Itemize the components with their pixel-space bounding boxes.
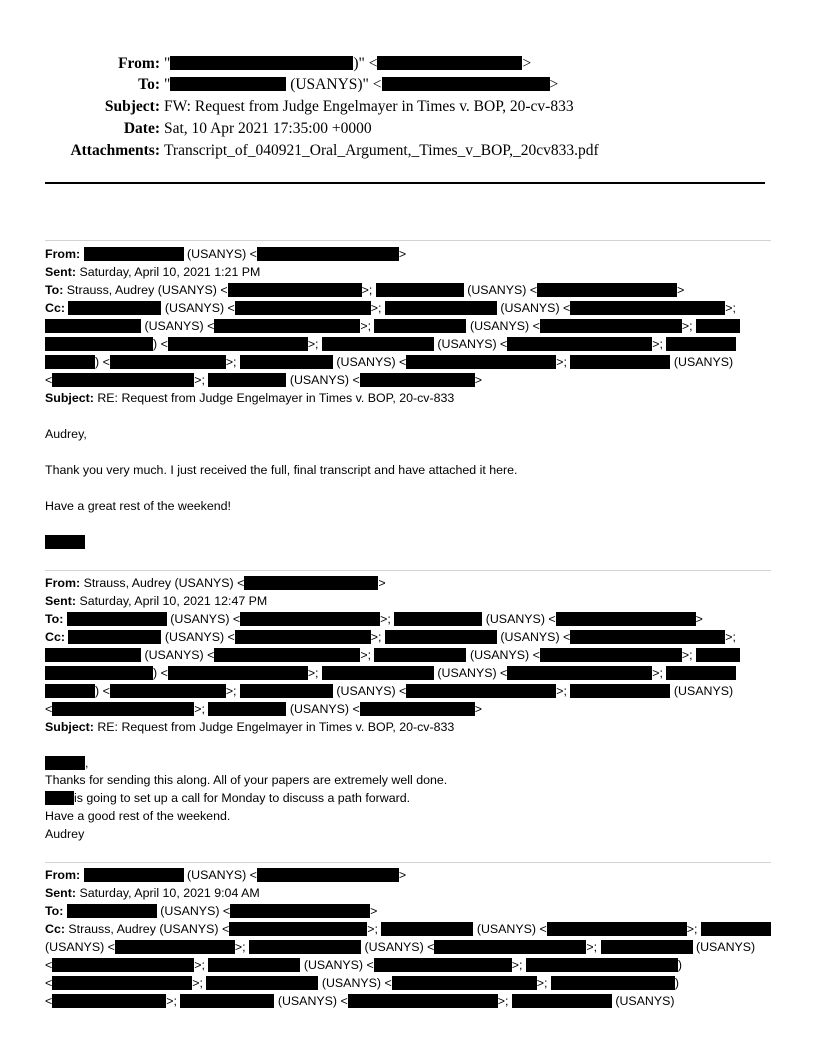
redaction — [240, 684, 333, 698]
redaction — [537, 283, 677, 297]
msg2-cc-cont: ) < >; (USANYS) < >; (USANYS) — [45, 682, 733, 700]
redaction — [67, 904, 157, 918]
redaction — [84, 868, 184, 882]
msg2-line3: Have a good rest of the weekend. — [45, 809, 231, 823]
redaction — [385, 630, 497, 644]
to-label: To: — [138, 76, 160, 93]
redaction — [206, 976, 318, 990]
redaction — [434, 940, 586, 954]
message-separator — [45, 862, 771, 863]
redaction — [214, 648, 360, 662]
redaction — [570, 630, 725, 644]
redaction — [110, 684, 226, 698]
redaction — [249, 940, 361, 954]
redaction — [45, 355, 95, 369]
redaction — [68, 630, 161, 644]
msg1-body: Thank you very much. I just received the full, final transcript and have attached it here. — [45, 463, 518, 477]
attachment-link[interactable]: Transcript_of_040921_Oral_Argument,_Times_v_BOP,_20cv833.pdf — [164, 142, 599, 159]
msg2-to: To: (USANYS) < >; (USANYS) < > — [45, 612, 703, 626]
attachments-label: Attachments: — [70, 142, 160, 159]
msg3-to: To: (USANYS) < > — [45, 904, 378, 918]
redaction — [84, 247, 184, 261]
msg2-subject: Subject: RE: Request from Judge Engelmayer in Times v. BOP, 20-cv-833 — [45, 720, 455, 734]
redaction — [240, 612, 380, 626]
redaction — [214, 319, 360, 333]
msg2-from: From: Strauss, Audrey (USANYS) < > — [45, 576, 386, 590]
redaction — [45, 337, 153, 351]
msg1-cc-cont: < >; (USANYS) < > — [45, 373, 482, 387]
msg2-greeting: , — [45, 754, 88, 772]
subject-label: Subject: — [104, 98, 160, 115]
redaction — [381, 922, 473, 936]
redaction — [374, 319, 466, 333]
redaction — [110, 355, 226, 369]
redaction — [208, 958, 300, 972]
redaction — [235, 630, 371, 644]
redaction — [392, 976, 537, 990]
redaction — [507, 337, 652, 351]
redaction — [115, 940, 235, 954]
redaction — [570, 301, 725, 315]
msg3-sent: Sent: Saturday, April 10, 2021 9:04 AM — [45, 886, 260, 900]
redaction — [45, 648, 141, 662]
msg1-from: From: (USANYS) < > — [45, 247, 407, 261]
redaction — [208, 702, 286, 716]
redaction — [666, 337, 736, 351]
message-separator — [45, 570, 771, 571]
msg1-cc-cont: ) < >; (USANYS) < >; — [45, 335, 736, 353]
redaction — [230, 904, 370, 918]
redaction — [382, 77, 550, 91]
redaction — [512, 994, 612, 1008]
redaction — [376, 283, 464, 297]
redaction — [570, 355, 670, 369]
msg1-greeting: Audrey, — [45, 427, 87, 441]
redaction — [601, 940, 693, 954]
msg1-cc-cont: ) < >; (USANYS) < >; (USANYS) — [45, 353, 733, 371]
msg1-to: To: Strauss, Audrey (USANYS) < >; (USANYS) < > — [45, 283, 685, 297]
redaction — [394, 612, 482, 626]
redaction — [556, 612, 696, 626]
from-label: From: — [118, 55, 160, 72]
redaction — [52, 976, 192, 990]
redaction — [696, 319, 740, 333]
redaction — [52, 994, 166, 1008]
redaction — [547, 922, 687, 936]
to-value: " (USANYS)" < > — [164, 76, 559, 93]
msg3-cc-cont: < >; (USANYS) < >; ) — [45, 976, 680, 990]
redaction — [406, 684, 556, 698]
msg1-cc-cont: (USANYS) < >; (USANYS) < >; — [45, 317, 740, 335]
redaction — [322, 666, 434, 680]
redaction — [257, 247, 399, 261]
redaction — [68, 301, 161, 315]
msg3-cc: Cc: Strauss, Audrey (USANYS) < >; (USANYS) < >; — [45, 920, 771, 938]
msg2-signature: Audrey — [45, 827, 85, 841]
redaction — [240, 355, 333, 369]
redaction — [696, 648, 740, 662]
redaction — [168, 337, 308, 351]
msg2-cc-cont: ) < >; (USANYS) < >; — [45, 664, 736, 682]
subject-value: FW: Request from Judge Engelmayer in Times v. BOP, 20-cv-833 — [164, 98, 574, 115]
redaction — [168, 666, 308, 680]
redaction — [374, 648, 466, 662]
redaction — [406, 355, 556, 369]
redaction — [377, 56, 522, 70]
redaction — [229, 922, 367, 936]
msg2-cc-cont: < >; (USANYS) < > — [45, 702, 482, 716]
msg2-cc: Cc: (USANYS) < >; (USANYS) < >; — [45, 630, 736, 644]
redaction — [52, 958, 194, 972]
msg3-cc-cont: (USANYS) < >; (USANYS) < >; (USANYS) — [45, 940, 756, 954]
redaction — [507, 666, 652, 680]
redaction — [551, 976, 675, 990]
redaction — [170, 77, 286, 91]
msg1-closing: Have a great rest of the weekend! — [45, 499, 231, 513]
from-value: " )" < > — [164, 55, 532, 72]
redaction — [322, 337, 434, 351]
msg2-line1: Thanks for sending this along. All of your papers are extremely well done. — [45, 773, 448, 787]
redaction — [208, 373, 286, 387]
message-separator — [45, 240, 771, 241]
redaction — [526, 958, 678, 972]
redaction — [180, 994, 274, 1008]
msg2-cc-cont: (USANYS) < >; (USANYS) < >; — [45, 646, 740, 664]
msg1-subject: Subject: RE: Request from Judge Engelmayer in Times v. BOP, 20-cv-833 — [45, 391, 455, 405]
redaction — [540, 319, 682, 333]
redaction — [45, 684, 95, 698]
redaction — [701, 922, 771, 936]
redaction — [45, 791, 74, 805]
date-value: Sat, 10 Apr 2021 17:35:00 +0000 — [164, 120, 372, 137]
msg1-sent: Sent: Saturday, April 10, 2021 1:21 PM — [45, 265, 261, 279]
msg1-cc: Cc: (USANYS) < >; (USANYS) < >; — [45, 301, 736, 315]
msg3-from: From: (USANYS) < > — [45, 868, 407, 882]
redaction — [540, 648, 682, 662]
redaction — [666, 666, 736, 680]
msg3-cc-cont: < >; (USANYS) < >; (USANYS) — [45, 994, 675, 1008]
redaction — [228, 283, 362, 297]
msg1-signature — [45, 533, 85, 551]
redaction — [45, 319, 141, 333]
header-divider — [45, 182, 765, 184]
redaction — [374, 958, 512, 972]
redaction — [570, 684, 670, 698]
redaction — [360, 373, 475, 387]
redaction — [67, 612, 167, 626]
redaction — [45, 535, 85, 549]
redaction — [45, 756, 85, 770]
msg3-cc-cont: < >; (USANYS) < >; ) — [45, 958, 683, 972]
redaction — [244, 576, 378, 590]
date-label: Date: — [123, 120, 160, 137]
redaction — [52, 702, 194, 716]
redaction — [52, 373, 194, 387]
redaction — [385, 301, 497, 315]
redaction — [348, 994, 498, 1008]
redaction — [360, 702, 475, 716]
msg2-sent: Sent: Saturday, April 10, 2021 12:47 PM — [45, 594, 268, 608]
msg2-line2: is going to set up a call for Monday to discuss a path forward. — [45, 789, 410, 807]
redaction — [235, 301, 371, 315]
redaction — [257, 868, 399, 882]
redaction — [45, 666, 153, 680]
redaction — [170, 56, 353, 70]
